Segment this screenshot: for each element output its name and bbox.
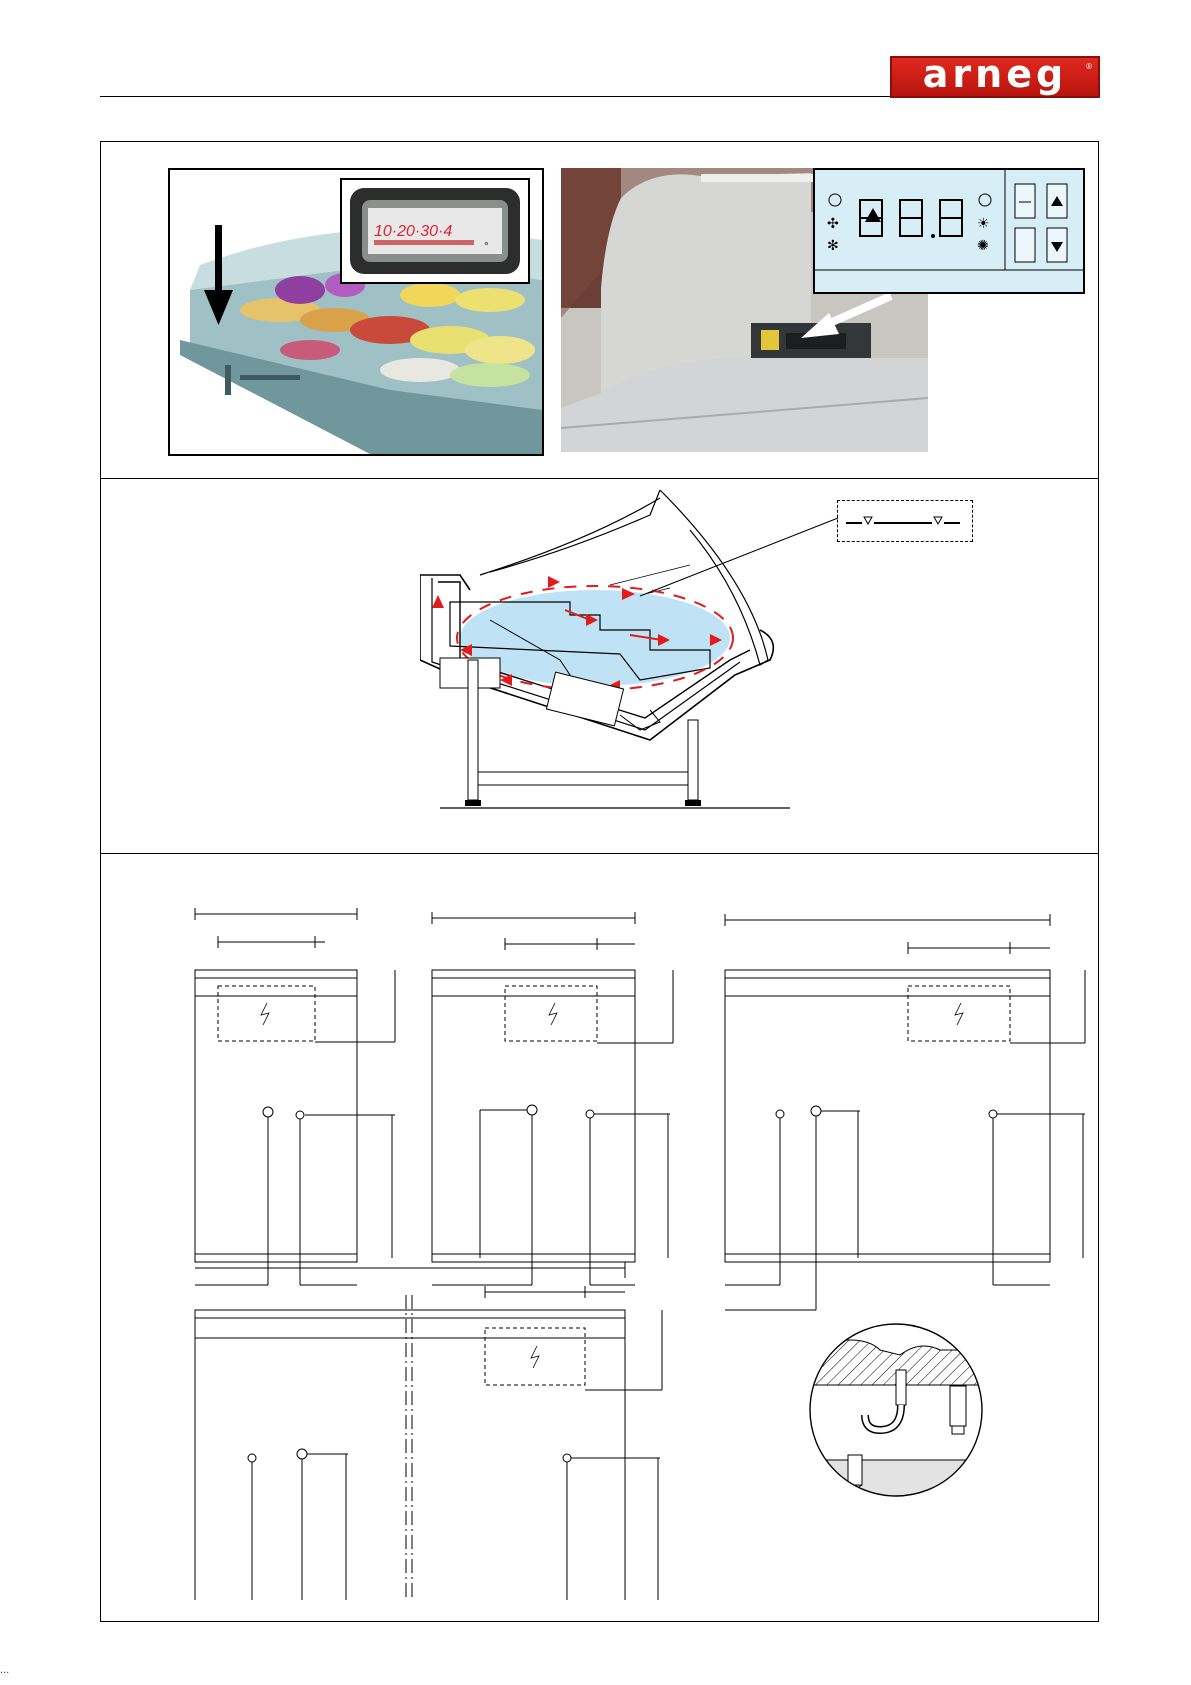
- arneg-logo: [890, 52, 1100, 98]
- footer-text: ...: [0, 1664, 10, 1676]
- blank-top-button[interactable]: [1015, 184, 1035, 218]
- defrost-icon: ✻: [827, 238, 839, 254]
- thermometer-inset: [340, 178, 530, 284]
- thermometer-scale: 10·20·30·4: [374, 223, 453, 240]
- section-divider-1: [100, 478, 1099, 479]
- section-divider-2: [100, 853, 1099, 854]
- blank-bottom-button[interactable]: [1015, 228, 1035, 262]
- plan-drawing-c: [725, 914, 1085, 1310]
- plan-drawings: [180, 900, 1100, 1600]
- plan-drawing-d: [195, 1262, 662, 1600]
- logo-text: arneg: [922, 52, 1068, 96]
- logo-registered-mark: ®: [1086, 62, 1092, 71]
- controller-panel: [813, 168, 1085, 294]
- plan-drawing-a: [195, 908, 395, 1285]
- fan-icon: ✣: [827, 216, 839, 232]
- load-limit-box: [837, 500, 973, 542]
- thermometer-unit: °: [484, 239, 489, 253]
- light-icon: ☀: [977, 216, 990, 232]
- plan-drawing-b: [432, 912, 673, 1285]
- drain-detail: [800, 1320, 1000, 1520]
- aux-icon: ✺: [977, 238, 989, 254]
- header-rule: [100, 96, 890, 97]
